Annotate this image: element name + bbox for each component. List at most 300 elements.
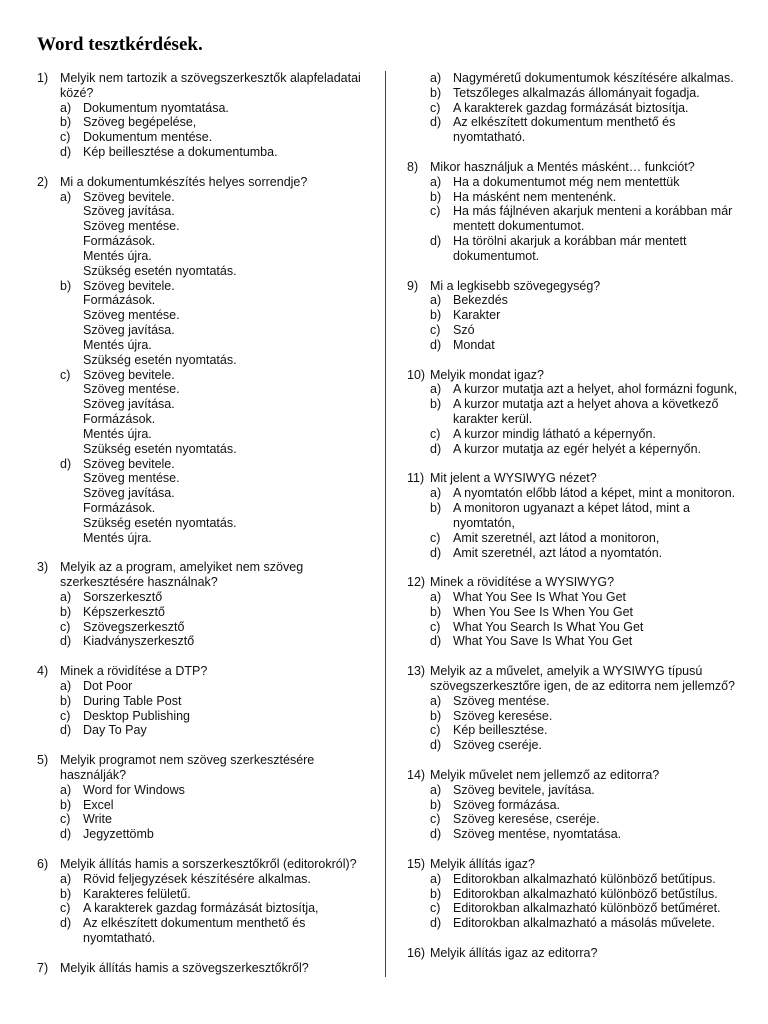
answer-option-line bbox=[37, 219, 377, 234]
question-number: 15) bbox=[407, 856, 426, 871]
answer-option-line bbox=[37, 397, 377, 412]
answer-option-line bbox=[37, 264, 377, 279]
answer-option bbox=[407, 901, 752, 916]
option-text: Editorokban alkalmazható különböző betűstílus. bbox=[453, 886, 718, 901]
answer-option bbox=[407, 101, 752, 116]
question-item bbox=[407, 471, 752, 560]
option-text: Kiadványszerkesztő bbox=[83, 634, 195, 649]
answer-option bbox=[37, 368, 377, 457]
option-text: When You See Is When You Get bbox=[453, 604, 633, 619]
option-text: Szöveg begépelése, bbox=[83, 115, 197, 130]
answer-option-line bbox=[37, 353, 377, 368]
option-letter: b) bbox=[60, 797, 72, 812]
answer-option-line bbox=[37, 931, 377, 946]
option-text: Day To Pay bbox=[83, 723, 147, 738]
option-letter: b) bbox=[430, 886, 442, 901]
option-text: Szöveg bevitele, javítása. bbox=[453, 782, 595, 797]
answer-option-line bbox=[37, 798, 377, 813]
option-text: Ha más fájlnéven akarjuk menteni a korábban már bbox=[453, 204, 733, 219]
question-item bbox=[407, 368, 752, 457]
option-text: Kép beillesztése a dokumentumba. bbox=[83, 145, 278, 160]
question-item bbox=[37, 857, 377, 946]
option-text: Szöveg cseréje. bbox=[453, 738, 542, 753]
answer-option-line bbox=[37, 457, 377, 472]
option-text: Amit szeretnél, azt látod a nyomtatón. bbox=[453, 545, 663, 560]
option-letter: a) bbox=[60, 782, 72, 797]
option-letter: d) bbox=[430, 234, 442, 249]
option-text: Rövid feljegyzések készítésére alkalmas. bbox=[83, 871, 311, 886]
question-line bbox=[407, 857, 752, 872]
option-letter bbox=[60, 412, 83, 427]
answer-option bbox=[407, 175, 752, 190]
answer-option bbox=[407, 798, 752, 813]
option-text: Képszerkesztő bbox=[83, 604, 165, 619]
option-text: A kurzor mutatja az egér helyét a képernyőn. bbox=[453, 441, 702, 456]
option-text: A karakterek gazdag formázását biztosítja, bbox=[83, 901, 319, 916]
question-text: Melyik nem tartozik a szövegszerkesztők alapfeladatai bbox=[60, 71, 361, 85]
answer-option-line bbox=[407, 382, 752, 397]
answer-option-line bbox=[407, 175, 752, 190]
option-text: A kurzor mutatja azt a helyet ahova a következő bbox=[453, 397, 719, 412]
question-number: 12) bbox=[407, 575, 426, 590]
answer-option-line bbox=[37, 279, 377, 294]
answer-option-line bbox=[407, 531, 752, 546]
answer-option bbox=[407, 190, 752, 205]
question-number: 10) bbox=[407, 367, 426, 382]
answer-option-line bbox=[407, 190, 752, 205]
option-letter: d) bbox=[430, 738, 442, 753]
answer-option-line bbox=[37, 204, 377, 219]
option-text: Write bbox=[83, 812, 112, 827]
option-letter bbox=[60, 293, 83, 308]
option-letter bbox=[60, 234, 83, 249]
answer-option bbox=[37, 457, 377, 546]
question-item bbox=[37, 961, 377, 976]
answer-option bbox=[407, 783, 752, 798]
option-letter: a) bbox=[430, 871, 442, 886]
question-line bbox=[37, 86, 377, 101]
question-line bbox=[37, 857, 377, 872]
answer-option-line bbox=[407, 546, 752, 561]
question-item bbox=[37, 175, 377, 546]
answer-option bbox=[407, 486, 752, 501]
answer-option-line bbox=[407, 338, 752, 353]
answer-option bbox=[407, 308, 752, 323]
option-text: Szöveg javítása. bbox=[83, 204, 175, 219]
option-text: Formázások. bbox=[83, 293, 156, 308]
option-letter bbox=[60, 249, 83, 264]
answer-option-line bbox=[407, 86, 752, 101]
answer-option-line bbox=[37, 234, 377, 249]
option-text: Desktop Publishing bbox=[83, 708, 191, 723]
answer-option-line bbox=[37, 887, 377, 902]
option-letter bbox=[60, 427, 83, 442]
question-item bbox=[37, 664, 377, 738]
question-number: 11) bbox=[407, 471, 425, 486]
question-item bbox=[407, 279, 752, 353]
answer-option-line bbox=[37, 190, 377, 205]
option-text: Ha törölni akarjuk a korábban már mentett bbox=[453, 234, 687, 249]
option-text: Formázások. bbox=[83, 234, 156, 249]
question-line bbox=[37, 575, 377, 590]
answer-option-line bbox=[37, 531, 377, 546]
question-text: Mi a legkisebb szövegegység? bbox=[430, 278, 601, 293]
question-number bbox=[37, 86, 60, 101]
option-text: Ha a dokumentumot még nem mentettük bbox=[453, 174, 680, 189]
option-text: During Table Post bbox=[83, 693, 182, 708]
option-letter: b) bbox=[430, 397, 442, 412]
answer-option bbox=[37, 709, 377, 724]
answer-option bbox=[37, 827, 377, 842]
option-letter: c) bbox=[430, 204, 441, 219]
option-letter: a) bbox=[60, 871, 72, 886]
option-text: What You See Is What You Get bbox=[453, 589, 627, 604]
question-line bbox=[37, 753, 377, 768]
option-text: Szövegszerkesztő bbox=[83, 619, 185, 634]
answer-option-line bbox=[37, 827, 377, 842]
option-text: Dokumentum nyomtatása. bbox=[83, 100, 229, 115]
answer-option-line bbox=[407, 872, 752, 887]
option-text: Editorokban alkalmazható a másolás művelete. bbox=[453, 916, 715, 931]
answer-option-line bbox=[407, 219, 752, 234]
answer-option-line bbox=[37, 145, 377, 160]
option-text: Word for Windows bbox=[83, 782, 185, 797]
answer-option bbox=[37, 887, 377, 902]
answer-option-line bbox=[37, 427, 377, 442]
answer-option-line bbox=[37, 916, 377, 931]
option-letter: b) bbox=[60, 604, 72, 619]
option-text: Szöveg javítása. bbox=[83, 323, 175, 338]
option-letter: d) bbox=[60, 916, 72, 931]
answer-option bbox=[407, 531, 752, 546]
answer-option-line bbox=[407, 887, 752, 902]
answer-option-line bbox=[407, 634, 752, 649]
option-text: nyomtatható. bbox=[83, 931, 156, 946]
answer-option bbox=[37, 783, 377, 798]
answer-option bbox=[407, 397, 752, 427]
option-letter bbox=[60, 471, 83, 486]
answer-option-line bbox=[37, 620, 377, 635]
answer-option-line bbox=[407, 827, 752, 842]
option-text: nyomtatható. bbox=[453, 130, 526, 145]
answer-option-line bbox=[407, 71, 752, 86]
option-letter: b) bbox=[430, 501, 442, 516]
option-text: A nyomtatón előbb látod a képet, mint a monitoron. bbox=[453, 486, 736, 501]
option-letter: c) bbox=[430, 901, 441, 916]
option-text: Editorokban alkalmazható különböző betűméret. bbox=[453, 901, 721, 916]
answer-option-line bbox=[37, 605, 377, 620]
answer-option bbox=[37, 812, 377, 827]
option-text: Szöveg formázása. bbox=[453, 797, 560, 812]
option-letter: a) bbox=[430, 693, 442, 708]
question-item bbox=[407, 575, 752, 649]
option-letter: d) bbox=[430, 827, 442, 842]
answer-option-line bbox=[37, 501, 377, 516]
option-letter: a) bbox=[60, 589, 72, 604]
option-text: Szükség esetén nyomtatás. bbox=[83, 441, 237, 456]
answer-option-line bbox=[37, 901, 377, 916]
option-letter: b) bbox=[430, 708, 442, 723]
option-text: Jegyzettömb bbox=[83, 827, 154, 842]
question-line bbox=[37, 961, 377, 976]
answer-option-line bbox=[37, 872, 377, 887]
option-letter: d) bbox=[430, 634, 442, 649]
answer-option bbox=[37, 798, 377, 813]
answer-option-line bbox=[407, 486, 752, 501]
option-letter bbox=[430, 249, 453, 264]
option-letter bbox=[430, 516, 453, 531]
answer-option-line bbox=[407, 694, 752, 709]
answer-option bbox=[37, 279, 377, 368]
question-text: Mit jelent a WYSIWYG nézet? bbox=[430, 471, 597, 486]
option-letter bbox=[60, 516, 83, 531]
answer-option bbox=[37, 872, 377, 887]
question-line bbox=[407, 279, 752, 294]
answer-option bbox=[407, 293, 752, 308]
question-number: 14) bbox=[407, 767, 426, 782]
question-line bbox=[37, 71, 377, 86]
question-line bbox=[407, 368, 752, 383]
option-letter: b) bbox=[430, 308, 442, 323]
answer-option-line bbox=[407, 798, 752, 813]
option-text: Szöveg bevitele. bbox=[83, 367, 175, 382]
answer-option bbox=[407, 86, 752, 101]
option-letter: c) bbox=[430, 426, 441, 441]
option-letter bbox=[60, 204, 83, 219]
option-letter bbox=[60, 323, 83, 338]
question-text: szerkesztésére használnak? bbox=[60, 575, 218, 590]
option-letter: a) bbox=[430, 382, 442, 397]
question-text: Minek a rövidítése a DTP? bbox=[60, 664, 208, 679]
question-number bbox=[37, 768, 60, 783]
option-letter: d) bbox=[60, 145, 72, 160]
answer-option bbox=[407, 605, 752, 620]
answer-option-line bbox=[407, 783, 752, 798]
option-text: Mentés újra. bbox=[83, 426, 152, 441]
option-text: Excel bbox=[83, 797, 114, 812]
option-text: A kurzor mutatja azt a helyet, ahol formázni fogunk, bbox=[453, 382, 738, 397]
answer-option bbox=[37, 723, 377, 738]
answer-option-line bbox=[407, 516, 752, 531]
question-line bbox=[37, 560, 377, 575]
question-line bbox=[407, 664, 752, 679]
column-divider bbox=[385, 71, 386, 977]
question-line bbox=[407, 575, 752, 590]
question-text: Melyik művelet nem jellemző az editorra? bbox=[430, 767, 660, 782]
option-letter: c) bbox=[60, 367, 71, 382]
question-text: Melyik az a program, amelyiket nem szöveg bbox=[60, 560, 304, 575]
answer-option-line bbox=[407, 723, 752, 738]
question-number: 1) bbox=[37, 71, 49, 85]
question-text: Minek a rövidítése a WYSIWYG? bbox=[430, 575, 615, 590]
question-number: 9) bbox=[407, 278, 419, 293]
option-letter: d) bbox=[60, 827, 72, 842]
question-item bbox=[37, 71, 377, 160]
option-letter: c) bbox=[430, 812, 441, 827]
answer-option-line bbox=[407, 130, 752, 145]
answer-option-line bbox=[37, 634, 377, 649]
question-line bbox=[407, 946, 752, 961]
question-number: 13) bbox=[407, 664, 426, 679]
option-text: Formázások. bbox=[83, 501, 156, 516]
answer-option bbox=[407, 872, 752, 887]
answer-option-line bbox=[407, 293, 752, 308]
answer-option-line bbox=[407, 812, 752, 827]
question-item bbox=[407, 946, 752, 961]
answer-option-line bbox=[37, 338, 377, 353]
option-letter: a) bbox=[430, 782, 442, 797]
option-letter: a) bbox=[430, 293, 442, 308]
answer-option-line bbox=[37, 382, 377, 397]
answer-option-line bbox=[37, 323, 377, 338]
answer-option-line bbox=[407, 442, 752, 457]
option-letter bbox=[60, 264, 83, 279]
option-text: Szó bbox=[453, 323, 475, 338]
answer-option-line bbox=[407, 427, 752, 442]
question-line bbox=[37, 768, 377, 783]
answer-option bbox=[407, 812, 752, 827]
option-text: Szükség esetén nyomtatás. bbox=[83, 352, 237, 367]
option-letter bbox=[60, 338, 83, 353]
answer-option-line bbox=[37, 679, 377, 694]
question-line bbox=[407, 160, 752, 175]
question-line bbox=[407, 679, 752, 694]
answer-option-line bbox=[37, 249, 377, 264]
answer-option bbox=[407, 204, 752, 234]
answer-option-line bbox=[407, 620, 752, 635]
option-letter: c) bbox=[430, 619, 441, 634]
question-number: 2) bbox=[37, 174, 49, 189]
question-number: 16) bbox=[407, 945, 426, 960]
option-text: What You Save Is What You Get bbox=[453, 634, 633, 649]
option-text: Mentés újra. bbox=[83, 530, 152, 545]
answer-option-line bbox=[407, 709, 752, 724]
answer-option bbox=[37, 101, 377, 116]
option-letter bbox=[60, 397, 83, 412]
option-text: A monitoron ugyanazt a képet látod, mint a bbox=[453, 501, 690, 516]
option-text: Dot Poor bbox=[83, 678, 133, 693]
question-text: Melyik állítás igaz? bbox=[430, 856, 535, 871]
answer-option bbox=[407, 634, 752, 649]
answer-option-line bbox=[407, 501, 752, 516]
answer-option bbox=[407, 546, 752, 561]
answer-option-line bbox=[37, 723, 377, 738]
answer-option bbox=[407, 115, 752, 145]
question-item bbox=[407, 768, 752, 842]
option-letter bbox=[60, 382, 83, 397]
answer-option-line bbox=[407, 412, 752, 427]
answer-option bbox=[407, 501, 752, 531]
answer-option bbox=[407, 442, 752, 457]
option-text: Dokumentum mentése. bbox=[83, 130, 213, 145]
answer-option bbox=[37, 605, 377, 620]
option-letter bbox=[60, 486, 83, 501]
option-text: Formázások. bbox=[83, 412, 156, 427]
option-letter: b) bbox=[60, 278, 72, 293]
answer-option bbox=[37, 916, 377, 946]
answer-option-line bbox=[37, 130, 377, 145]
option-text: A kurzor mindig látható a képernyőn. bbox=[453, 426, 656, 441]
answer-option bbox=[407, 738, 752, 753]
option-letter: c) bbox=[430, 530, 441, 545]
option-letter: a) bbox=[430, 589, 442, 604]
option-text: Bekezdés bbox=[453, 293, 508, 308]
option-letter bbox=[60, 501, 83, 516]
answer-option-line bbox=[407, 916, 752, 931]
question-text: használják? bbox=[60, 767, 127, 782]
option-text: Kép beillesztése. bbox=[453, 723, 548, 738]
question-number: 8) bbox=[407, 159, 419, 174]
question-item bbox=[407, 160, 752, 264]
option-letter: a) bbox=[60, 100, 72, 115]
question-number: 5) bbox=[37, 753, 49, 768]
answer-option bbox=[407, 382, 752, 397]
option-text: A karakterek gazdag formázását biztosítja. bbox=[453, 100, 689, 115]
page-title: Word tesztkérdések. bbox=[37, 34, 203, 55]
option-letter: a) bbox=[60, 189, 72, 204]
option-text: Szöveg javítása. bbox=[83, 397, 175, 412]
option-letter: c) bbox=[60, 708, 71, 723]
question-line bbox=[407, 768, 752, 783]
option-letter: c) bbox=[430, 323, 441, 338]
option-text: karakter kerül. bbox=[453, 412, 533, 427]
answer-option bbox=[407, 887, 752, 902]
question-text: Mi a dokumentumkészítés helyes sorrendje? bbox=[60, 174, 308, 189]
option-text: What You Search Is What You Get bbox=[453, 619, 644, 634]
option-text: Szöveg javítása. bbox=[83, 486, 175, 501]
option-text: Szöveg mentése. bbox=[83, 382, 180, 397]
answer-option-line bbox=[407, 605, 752, 620]
answer-option-line bbox=[37, 442, 377, 457]
option-letter: a) bbox=[430, 486, 442, 501]
option-text: Karakter bbox=[453, 308, 501, 323]
option-text: Mentés újra. bbox=[83, 337, 152, 352]
answer-option-line bbox=[407, 397, 752, 412]
option-letter bbox=[60, 442, 83, 457]
option-text: Szöveg bevitele. bbox=[83, 189, 175, 204]
question-number: 3) bbox=[37, 560, 49, 575]
answer-option bbox=[407, 694, 752, 709]
option-letter: c) bbox=[60, 130, 71, 145]
question-text: szövegszerkesztőre igen, de az editorra nem jellemző? bbox=[430, 678, 736, 693]
option-letter: b) bbox=[430, 85, 442, 100]
answer-option bbox=[407, 71, 752, 86]
question-text: Mikor használjuk a Mentés másként… funkciót? bbox=[430, 159, 695, 174]
question-number bbox=[37, 575, 60, 590]
question-item bbox=[37, 753, 377, 842]
question-line bbox=[407, 471, 752, 486]
answer-option bbox=[407, 590, 752, 605]
question-line bbox=[37, 175, 377, 190]
option-letter bbox=[430, 412, 453, 427]
option-letter: c) bbox=[430, 723, 441, 738]
option-text: Szöveg mentése. bbox=[83, 219, 180, 234]
answer-option bbox=[37, 190, 377, 279]
answer-option bbox=[407, 338, 752, 353]
answer-option-line bbox=[37, 368, 377, 383]
answer-option bbox=[37, 620, 377, 635]
option-text: Szöveg mentése, nyomtatása. bbox=[453, 827, 622, 842]
answer-option bbox=[37, 115, 377, 130]
question-column-right bbox=[407, 71, 752, 961]
option-text: Sorszerkesztő bbox=[83, 589, 163, 604]
answer-option-line bbox=[37, 101, 377, 116]
option-text: Editorokban alkalmazható különböző betűtípus. bbox=[453, 871, 716, 886]
option-letter bbox=[60, 219, 83, 234]
option-text: Szükség esetén nyomtatás. bbox=[83, 515, 237, 530]
answer-option-line bbox=[37, 115, 377, 130]
option-letter: a) bbox=[430, 174, 442, 189]
